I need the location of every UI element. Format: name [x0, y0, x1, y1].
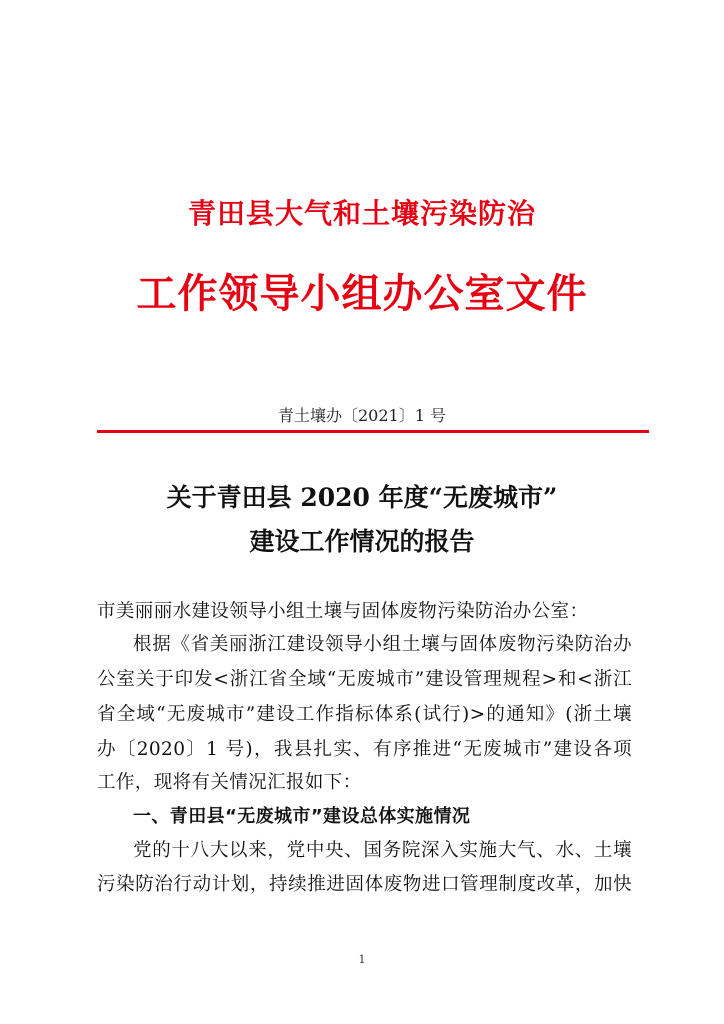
document-number: 青土壤办〔2021〕1 号	[278, 406, 446, 425]
paragraph-line: 污染防治行动计划，持续推进固体废物进口管理制度改革，加快	[97, 874, 632, 895]
paragraph-line: 公室关于印发<浙江省全域“无废城市”建设管理规程>和<浙江	[97, 669, 632, 690]
red-separator-line	[97, 430, 649, 433]
report-title-line2: 建设工作情况的报告	[249, 527, 475, 556]
issuing-office-title-line2: 工作领导小组办公室文件	[136, 270, 588, 317]
report-title-line1: 关于青田县 2020 年度“无废城市”	[166, 483, 558, 512]
section-heading: 一、青田县“无废城市”建设总体实施情况	[133, 806, 471, 827]
paragraph-line: 办〔2020〕1 号)，我县扎实、有序推进“无废城市”建设各项	[97, 739, 632, 760]
issuing-office-title-line1: 青田县大气和土壤污染防治	[187, 197, 536, 230]
addressee-line: 市美丽丽水建设领导小组土壤与固体废物污染防治办公室：	[97, 601, 589, 622]
paragraph-line: 省全域“无废城市”建设工作指标体系(试行)>的通知》(浙土壤	[97, 704, 632, 725]
paragraph-line: 党的十八大以来，党中央、国务院深入实施大气、水、土壤	[133, 840, 632, 861]
paragraph-line: 工作，现将有关情况汇报如下：	[97, 772, 362, 793]
paragraph-line: 根据《省美丽浙江建设领导小组土壤与固体废物污染防治办	[133, 634, 632, 655]
page-number: 1	[358, 953, 366, 966]
